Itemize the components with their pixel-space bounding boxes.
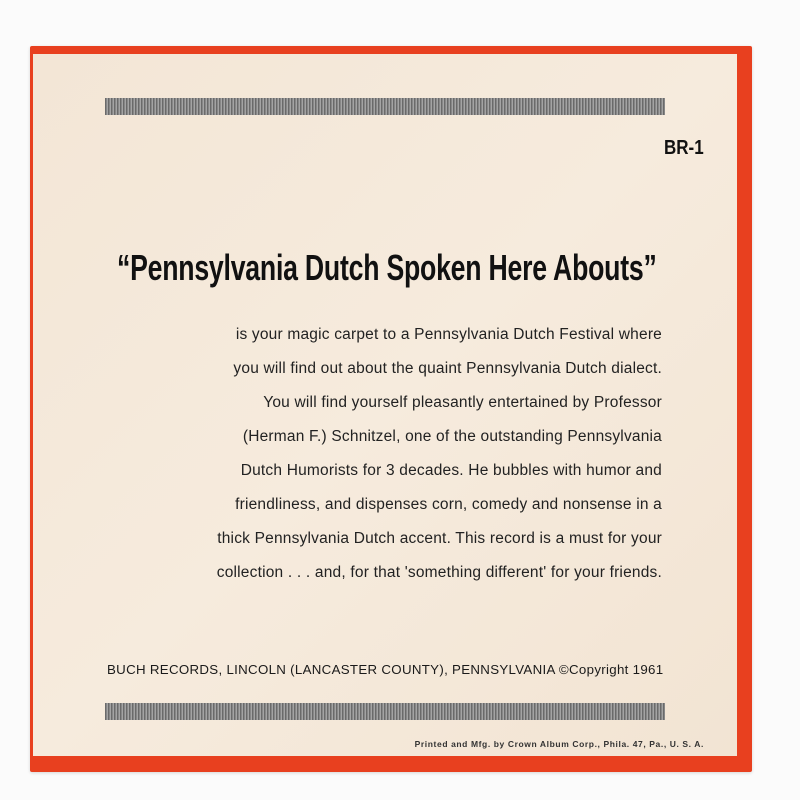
album-title: “Pennsylvania Dutch Spoken Here Abouts” bbox=[117, 247, 657, 288]
description bbox=[217, 318, 662, 590]
bottom-decorative-bar bbox=[105, 703, 665, 720]
description-line: is your magic carpet to a Pennsylvania Dutch Festival where bbox=[235, 326, 662, 343]
catalog-number: BR-1 bbox=[664, 137, 704, 159]
description-line: collection . . . and, for that 'something different' for your friends. bbox=[216, 564, 662, 581]
top-decorative-bar bbox=[105, 98, 665, 115]
description-line: You will find yourself pleasantly entertained by Professor bbox=[263, 394, 662, 411]
publisher-copyright: BUCH RECORDS, LINCOLN (LANCASTER COUNTY), PENNSYLVANIA ©Copyright 1961 bbox=[107, 662, 664, 677]
description-line: Dutch Humorists for 3 decades. He bubbles with humor and bbox=[240, 462, 662, 479]
description-line: thick Pennsylvania Dutch accent. This record is a must for your bbox=[217, 530, 662, 547]
printer-credit: Printed and Mfg. by Crown Album Corp., Phila. 47, Pa., U. S. A. bbox=[414, 739, 704, 749]
description-line: (Herman F.) Schnitzel, one of the outstanding Pennsylvania bbox=[242, 428, 662, 445]
description-line: you will find out about the quaint Pennsylvania Dutch dialect. bbox=[233, 360, 662, 377]
description-line: friendliness, and dispenses corn, comedy and nonsense in a bbox=[235, 496, 662, 513]
